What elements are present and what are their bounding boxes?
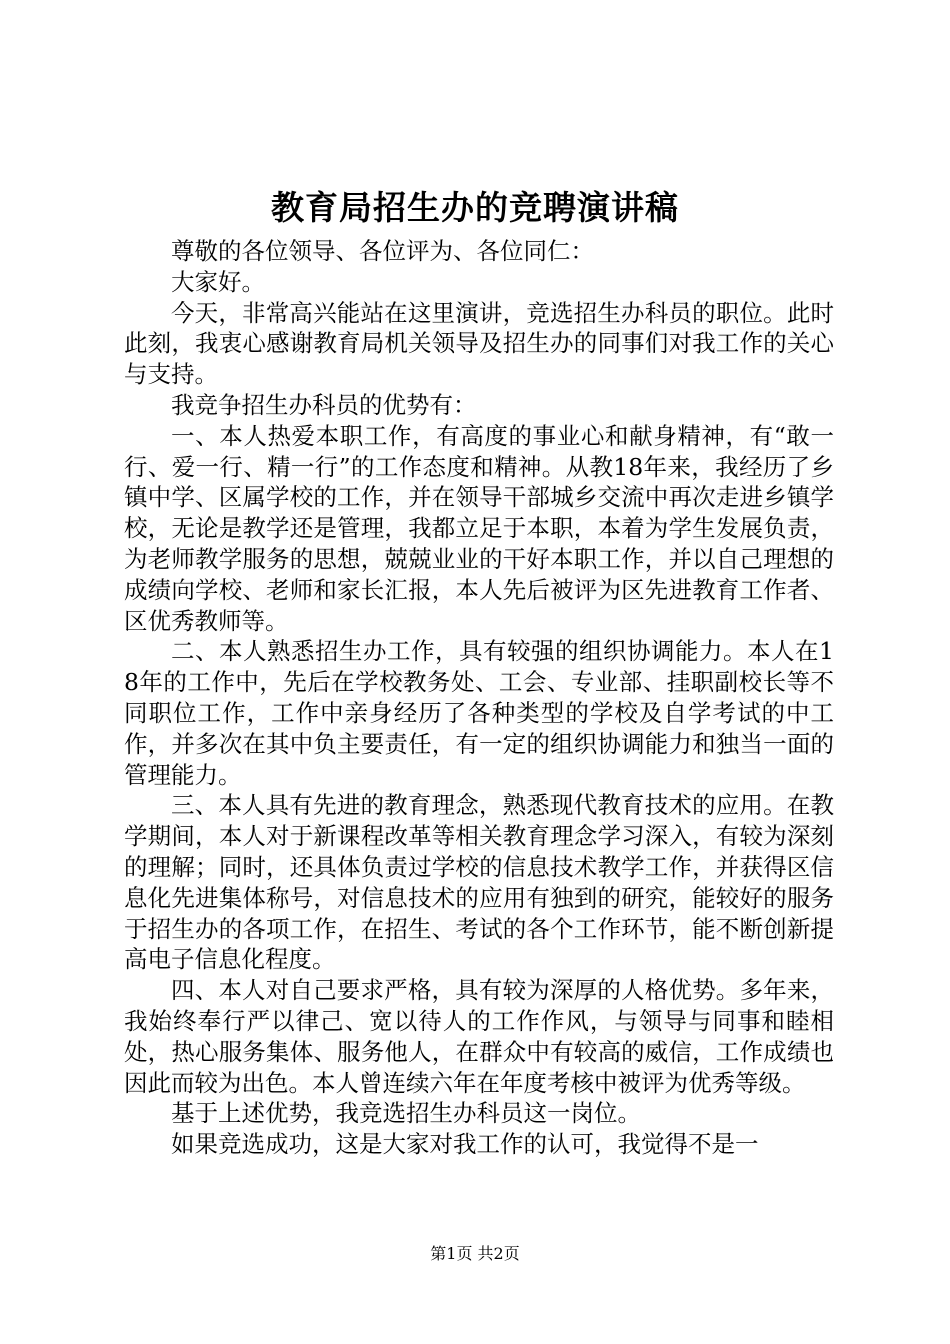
greeting-paragraph: 大家好。 [171, 267, 265, 296]
page-footer: 第1页 共2页 [430, 1244, 520, 1263]
summary-paragraph: 基于上述优势，我竞选招生办科员这一岗位。 [171, 1099, 641, 1128]
advantage-one-paragraph: 一、本人热爱本职工作，有高度的事业心和献身精神，有“敢一行、爱一行、精一行”的工作态度和精神。从教18年来，我经历了乡镇中学、区属学校的工作，并在领导干部城乡交流中再次走进乡镇学校，无论是教学还是管理，我都立足于本职，本着为学生发展负责，为老师教学服务的思想，兢兢业业的干好本职工作，并以自己理想的成绩向学校、老师和家长汇报，本人先后被评为区先进教育工作者、区优秀教师等。 [124, 421, 834, 635]
advantages-heading-paragraph: 我竞争招生办科员的优势有： [171, 390, 477, 419]
document-body [124, 236, 834, 1160]
closing-paragraph: 如果竞选成功，这是大家对我工作的认可，我觉得不是一 [171, 1130, 759, 1159]
document-title: 教育局招生办的竞聘演讲稿 [271, 188, 679, 227]
salutation-paragraph: 尊敬的各位领导、各位评为、各位同仁： [171, 237, 594, 265]
advantage-three-paragraph: 三、本人具有先进的教育理念，熟悉现代教育技术的应用。在教学期间，本人对于新课程改革等相关教育理念学习深入，有较为深刻的理解；同时，还具体负责过学校的信息技术教学工作，并获得区信息化先进集体称号，对信息技术的应用有独到的研究，能较好的服务于招生办的各项工作，在招生、考试的各个工作环节，能不断创新提高电子信息化程度。 [124, 791, 834, 974]
intro-paragraph: 今天，非常高兴能站在这里演讲，竞选招生办科员的职位。此时此刻，我衷心感谢教育局机关领导及招生办的同事们对我工作的关心与支持。 [124, 298, 834, 389]
advantage-four-paragraph: 四、本人对自己要求严格，具有较为深厚的人格优势。多年来，我始终奉行严以律己、宽以待人的工作作风，与领导与同事和睦相处，热心服务集体、服务他人，在群众中有较高的威信，工作成绩也因此而较为出色。本人曾连续六年在年度考核中被评为优秀等级。 [124, 976, 834, 1097]
advantage-two-paragraph: 二、本人熟悉招生办工作，具有较强的组织协调能力。本人在18年的工作中，先后在学校教务处、工会、专业部、挂职副校长等不同职位工作，工作中亲身经历了各种类型的学校及自学考试的中工作，并多次在其中负主要责任，有一定的组织协调能力和独当一面的管理能力。 [124, 637, 834, 789]
